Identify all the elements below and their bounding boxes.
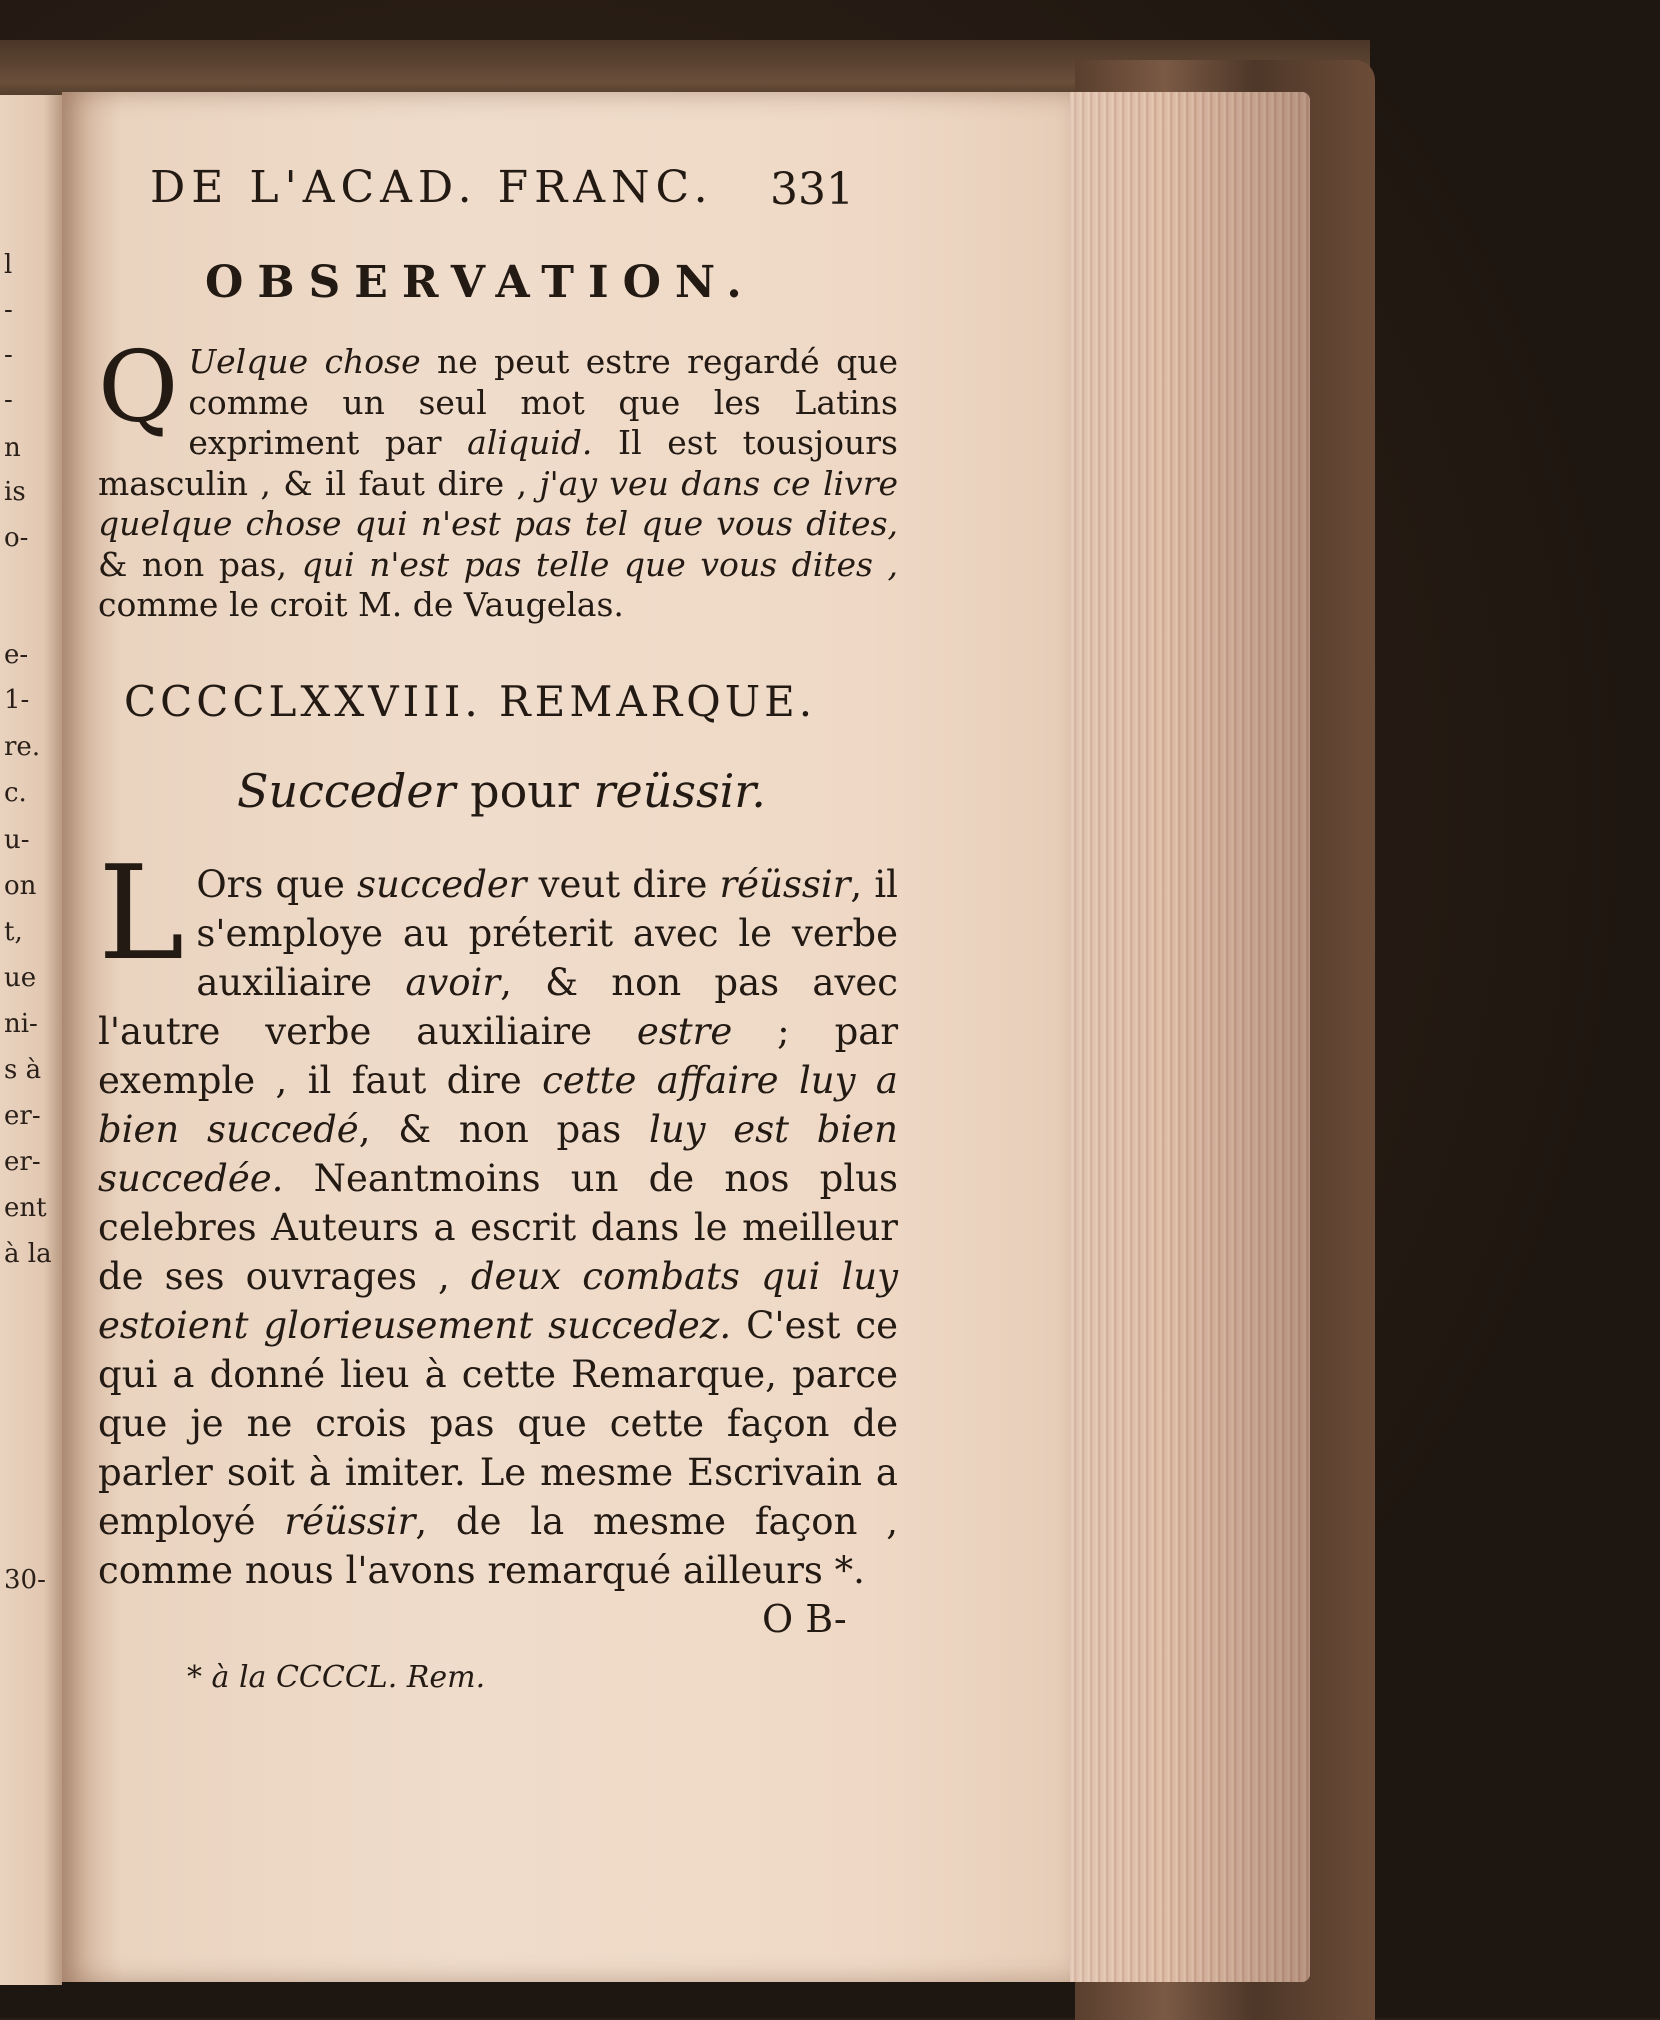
left-fragment: on bbox=[4, 871, 37, 901]
italic-text: estre bbox=[636, 1010, 733, 1053]
left-fragment: - bbox=[4, 385, 13, 415]
left-facing-page bbox=[0, 95, 62, 1985]
body-text: C'est ce qui a donné lieu à cette Remarque, parce que je ne crois pas que cette façon de parler soit à imiter. Le mesme Escrivain a employé bbox=[98, 1304, 898, 1543]
body-text: veut dire bbox=[526, 863, 720, 906]
italic-text: cette affaire luy a bien succedé bbox=[98, 1059, 898, 1151]
body-text: Neantmoins un de nos plus celebres Auteurs a escrit dans le meilleur de ses ouvrages , bbox=[98, 1157, 898, 1298]
left-fragment: - bbox=[4, 295, 13, 325]
drop-cap: Q bbox=[98, 331, 179, 445]
italic-text: qui n'est pas telle que vous dites , bbox=[301, 544, 898, 584]
left-fragment: ni- bbox=[4, 1009, 38, 1039]
body-text: ; par exemple , il faut dire bbox=[98, 1010, 899, 1102]
drop-cap: L bbox=[98, 837, 185, 989]
body-text: pour bbox=[455, 764, 594, 818]
italic-text: luy est bien succedée. bbox=[98, 1108, 898, 1200]
observation-heading: OBSERVATION. bbox=[205, 257, 756, 308]
observation-paragraph bbox=[98, 331, 898, 626]
body-text: comme le croit M. de Vaugelas. bbox=[98, 585, 624, 624]
left-fragment: re. bbox=[4, 732, 41, 762]
book-page bbox=[62, 92, 1070, 1982]
body-text: Il est tousjours masculin , & il faut dire , bbox=[98, 423, 898, 503]
left-fragment: à la bbox=[4, 1239, 52, 1269]
left-fragment: is bbox=[4, 477, 26, 507]
italic-text: deux combats qui luy estoient glorieusement succedez. bbox=[98, 1255, 898, 1347]
left-fragment: 1- bbox=[4, 685, 30, 715]
italic-text: réüssir bbox=[284, 1500, 416, 1543]
left-fragment: t, bbox=[4, 917, 23, 947]
left-fragment: ue bbox=[4, 963, 37, 993]
catchword: O B- bbox=[762, 1597, 847, 1641]
italic-text: aliquid. bbox=[467, 423, 593, 462]
left-fragment: er- bbox=[4, 1147, 41, 1177]
italic-text: réüssir bbox=[719, 863, 851, 906]
italic-text: Succeder bbox=[237, 764, 456, 818]
left-fragment: o- bbox=[4, 523, 29, 553]
left-fragment: u- bbox=[4, 825, 30, 855]
remarque-paragraph bbox=[98, 837, 899, 1595]
left-fragment: er- bbox=[4, 1101, 41, 1131]
body-text: , il s'employe au préterit avec le verbe auxiliaire bbox=[196, 863, 898, 1004]
left-fragment: c. bbox=[4, 778, 27, 808]
italic-text: avoir bbox=[405, 961, 501, 1004]
left-fragment: n bbox=[4, 433, 21, 463]
body-text: & non pas, bbox=[98, 544, 302, 584]
page-fore-edge-shade bbox=[1070, 92, 1310, 1982]
italic-text: succeder bbox=[357, 863, 527, 906]
body-text: , & non pas bbox=[358, 1108, 649, 1151]
italic-text: j'ay veu dans ce livre quelque chose qui n'est pas tel que vous dites, bbox=[98, 463, 898, 543]
left-fragment: e- bbox=[4, 640, 29, 670]
body-text: Ors que bbox=[196, 863, 358, 906]
page-number: 331 bbox=[770, 164, 854, 215]
left-fragment: 30- bbox=[4, 1565, 46, 1595]
remarque-subheading bbox=[237, 764, 766, 818]
left-fragment: ent bbox=[4, 1193, 47, 1223]
italic-text: reüssir. bbox=[593, 764, 766, 818]
footnote: * à la CCCCL. Rem. bbox=[187, 1660, 486, 1695]
italic-text: Uelque chose bbox=[188, 342, 421, 381]
left-fragment: - bbox=[4, 340, 13, 370]
running-head: DE L'ACAD. FRANC. bbox=[150, 162, 714, 213]
body-text: , de la mesme façon , comme nous l'avons remarqué ailleurs *. bbox=[98, 1500, 898, 1592]
left-fragment: s à bbox=[4, 1055, 42, 1085]
left-page-fragments bbox=[0, 95, 62, 1985]
body-text: , & non pas avec l'autre verbe auxiliaire bbox=[98, 961, 898, 1053]
remarque-heading: CCCCLXXVIII. REMARQUE. bbox=[124, 677, 817, 726]
left-fragment: l bbox=[4, 250, 13, 280]
body-text: ne peut estre regardé que comme un seul mot que les Latins expriment par bbox=[188, 342, 898, 462]
